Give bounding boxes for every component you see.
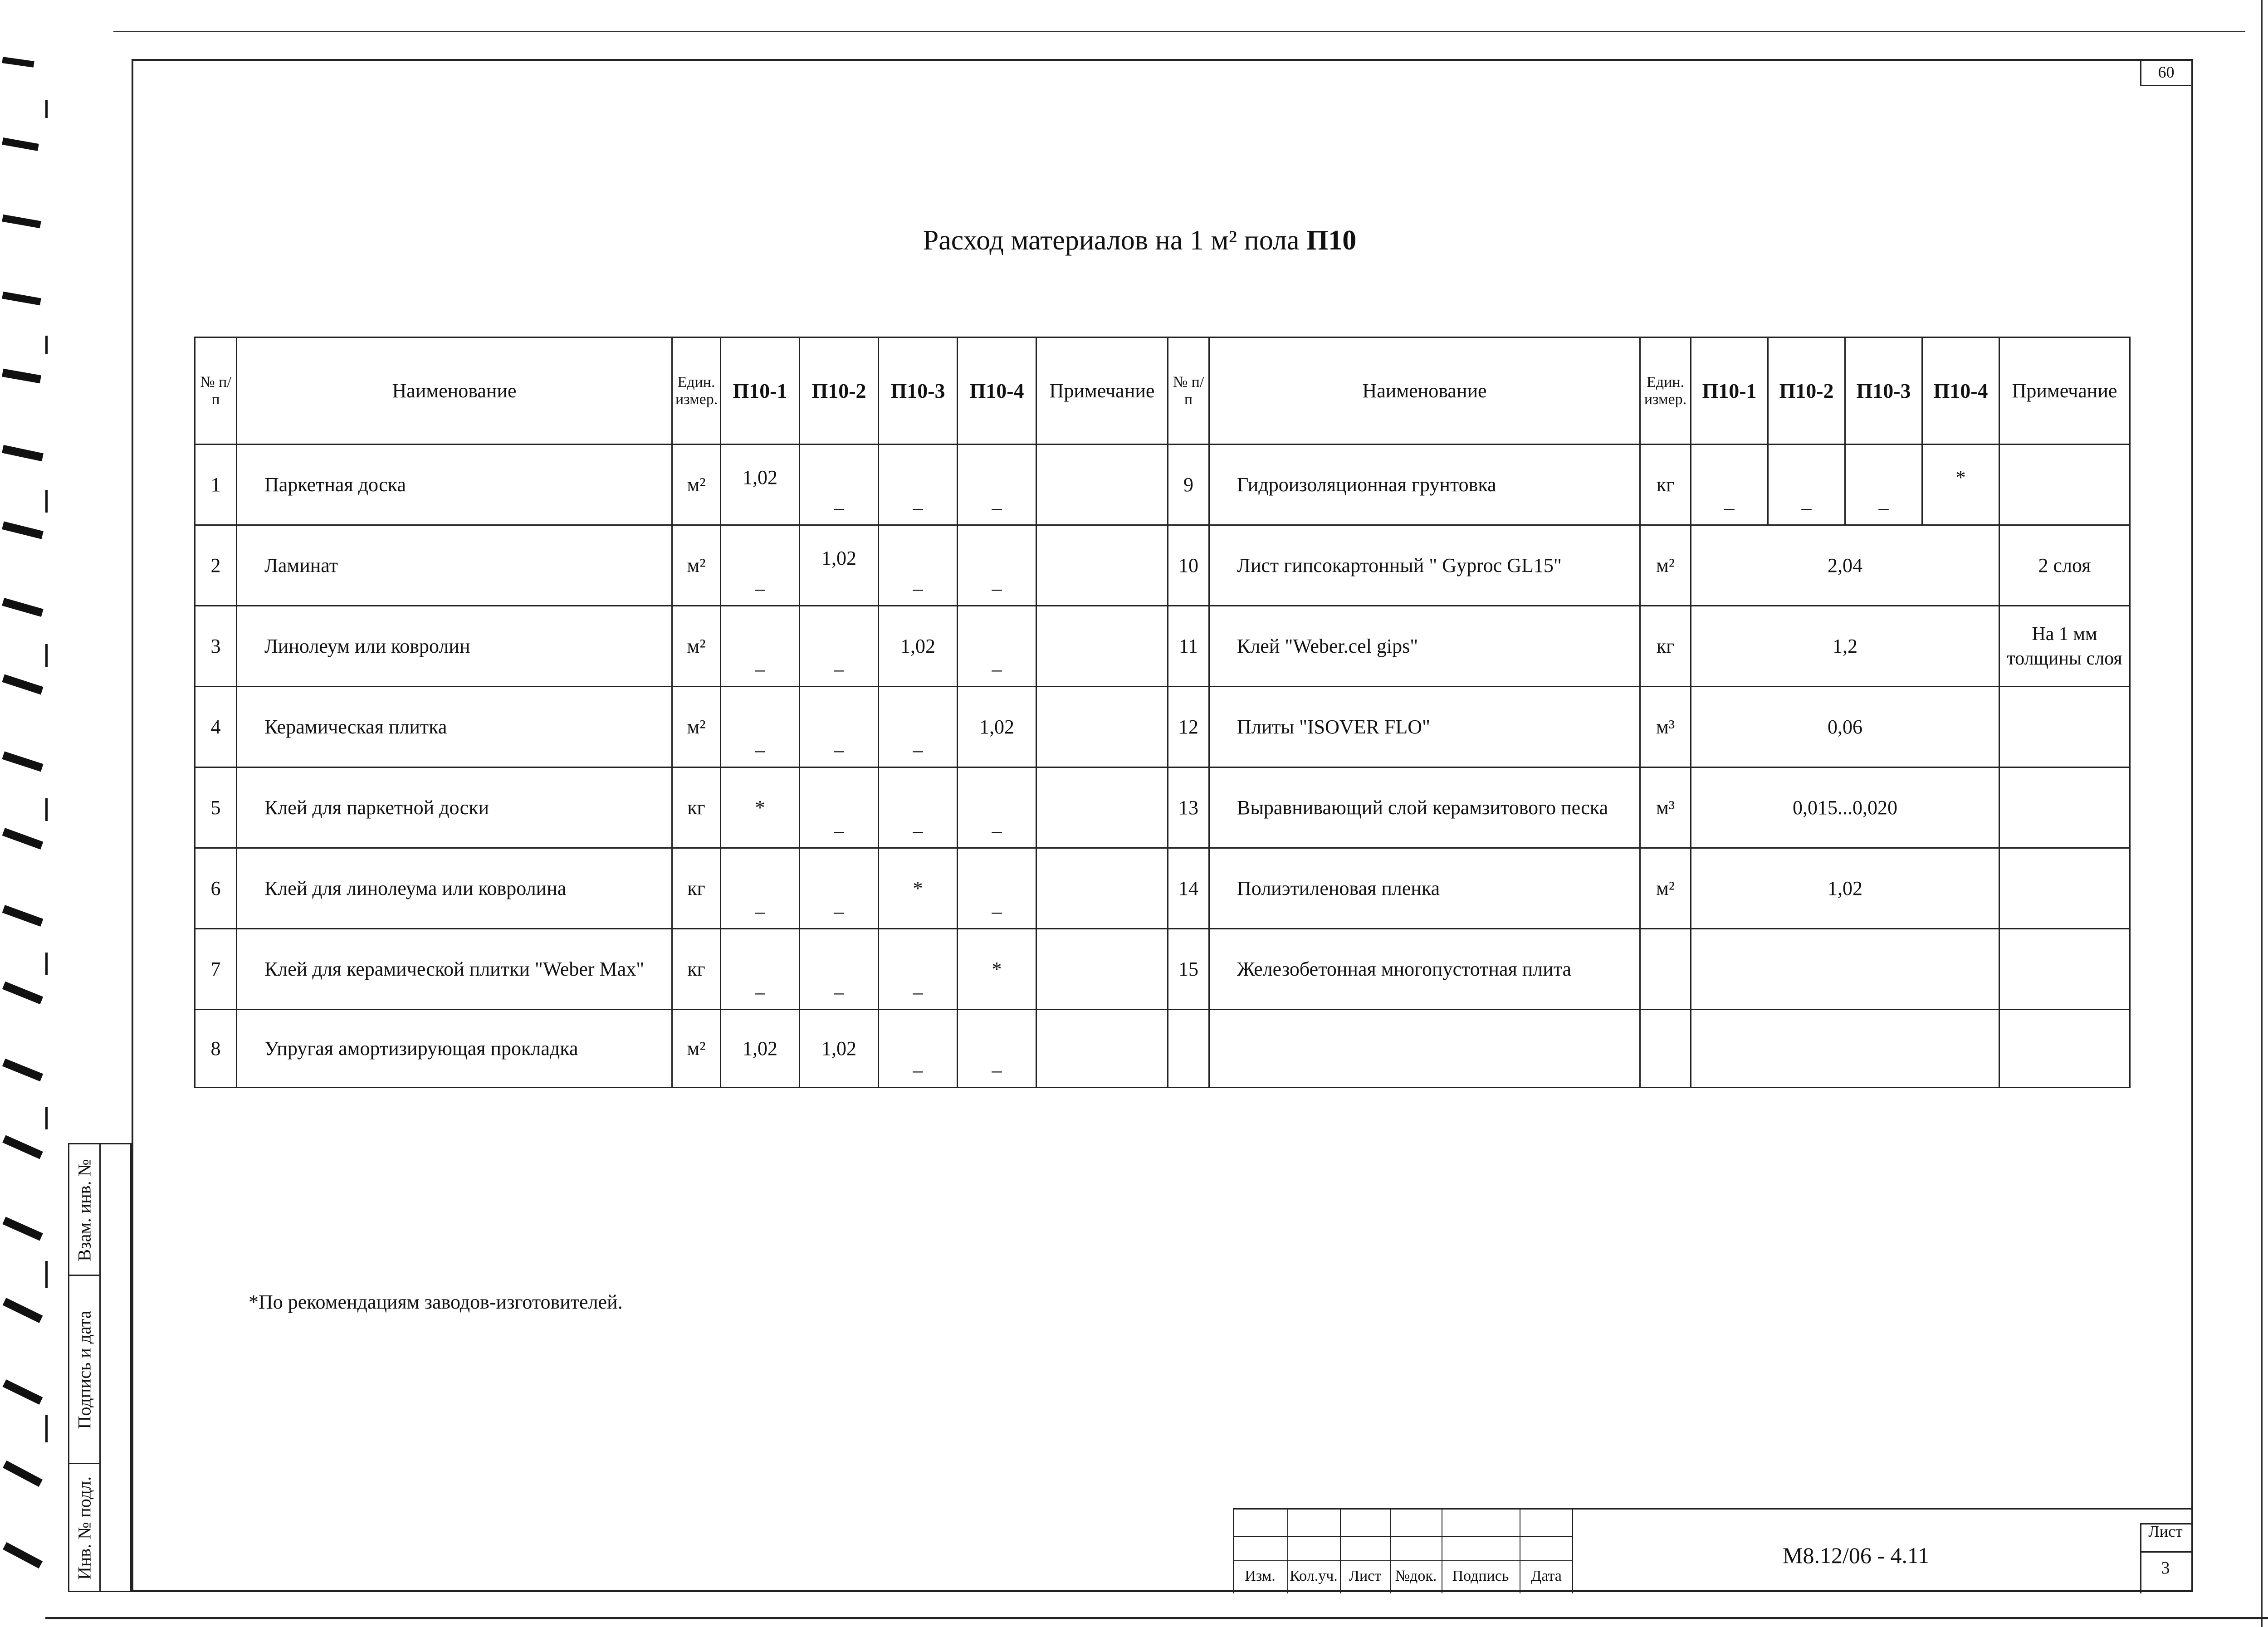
value-p10-4: 1,02 [958,687,1036,767]
note-right [1999,929,2130,1010]
header-p10-4-right: П10-4 [1922,337,1999,445]
value-p10-3: _ [879,929,958,1010]
value-p10-1: _ [721,525,800,606]
row-num: 8 [195,1010,237,1088]
note-right [1999,848,2130,929]
merged-value-right: 0,015...0,020 [1691,767,1999,848]
note-right [1999,767,2130,848]
table-row [195,767,2130,848]
header-p10-3: П10-3 [879,337,958,445]
value-p10-2: _ [800,445,879,525]
row-num-right: 14 [1168,848,1209,929]
merged-value-right: 2,04 [1691,525,1999,606]
table-row [195,445,2130,525]
unit-right: кг [1640,445,1691,525]
note [1036,445,1168,525]
header-name-right: Наименование [1209,337,1640,445]
value-p10-3: * [879,848,958,929]
table-row [195,848,2130,929]
value-p10-1: 1,02 [721,445,800,525]
row-num: 6 [195,848,237,929]
value-p10-4: _ [958,1010,1036,1088]
header-p10-3-right: П10-3 [1845,337,1922,445]
value-p10-3-right: _ [1845,445,1922,525]
material-name-right: Железобетонная многопустотная плита [1209,929,1640,1010]
material-name-right: Лист гипсокартонный " Gyproc GL15" [1209,525,1640,606]
frame-top-line [113,31,2245,32]
tb-col-ndoc: №док. [1395,1568,1437,1584]
value-p10-4: _ [958,848,1036,929]
material-name: Линолеум или ковролин [237,606,672,687]
row-num-right: 15 [1168,929,1209,1010]
unit: кг [672,848,721,929]
value-p10-3: _ [879,525,958,606]
title-text: Расход материалов на 1 м² пола [923,225,1300,256]
row-num: 7 [195,929,237,1010]
tb-hline-2 [1233,1560,1573,1561]
note [1036,1010,1168,1088]
value-p10-1: _ [721,687,800,767]
value-p10-2: 1,02 [800,1010,879,1088]
tb-col-list: Лист [1349,1568,1382,1584]
tb-col-data: Дата [1531,1568,1562,1584]
stamp-inv-replace: Взам. инв. № [74,1159,95,1261]
merged-value-right [1691,929,1999,1010]
footnote: *По рекомендациям заводов-изготовителей. [249,1291,623,1313]
material-name-right [1209,1010,1640,1088]
header-num-right: № п/п [1168,337,1209,445]
row-num: 3 [195,606,237,687]
stamp-inv-orig: Инв. № подл. [74,1476,95,1580]
row-num: 4 [195,687,237,767]
unit-right: м² [1640,848,1691,929]
header-p10-2: П10-2 [800,337,879,445]
merged-value-right: 1,2 [1691,606,1999,687]
material-name: Клей для керамической плитки "Weber Max" [237,929,672,1010]
table-row [195,606,2130,687]
side-stamp [68,1143,132,1592]
unit-right: м³ [1640,687,1691,767]
merged-value-right: 0,06 [1691,687,1999,767]
value-p10-3: 1,02 [879,606,958,687]
value-p10-2: _ [800,848,879,929]
table-row [195,525,2130,606]
tb-col-kolich: Кол.уч. [1290,1568,1338,1584]
row-num-right: 12 [1168,687,1209,767]
value-p10-4: _ [958,525,1036,606]
value-p10-3: _ [879,687,958,767]
merged-value-right: 1,02 [1691,848,1999,929]
stamp-cell-sign [69,1276,99,1464]
merged-value-right [1691,1010,1999,1088]
material-name-right: Клей "Weber.cel gips" [1209,606,1640,687]
value-p10-4: _ [958,767,1036,848]
material-name-right: Гидроизоляционная грунтовка [1209,445,1640,525]
title-code: П10 [1306,225,1357,256]
header-p10-1-right: П10-1 [1691,337,1768,445]
note [1036,687,1168,767]
row-num-right: 11 [1168,606,1209,687]
table-row [195,687,2130,767]
note-right [1999,687,2130,767]
note-right: 2 слоя [1999,525,2130,606]
unit: м² [672,525,721,606]
note [1036,606,1168,687]
unit: м² [672,445,721,525]
value-p10-2: _ [800,687,879,767]
note [1036,767,1168,848]
note [1036,848,1168,929]
sheet-label: Лист [2148,1522,2183,1540]
page-title [0,225,2268,257]
table-row [195,929,2130,1010]
tb-col-izm: Изм. [1245,1568,1276,1584]
value-p10-2: _ [800,767,879,848]
page-number: 60 [2140,59,2191,86]
header-note-right: Примечание [1999,337,2130,445]
unit-right [1640,1010,1691,1088]
note-right [1999,445,2130,525]
sheet-box-divider [2140,1551,2193,1553]
value-p10-1-right: _ [1691,445,1768,525]
unit: м² [672,1010,721,1088]
header-unit: Един. измер. [672,337,721,445]
row-num-right: 9 [1168,445,1209,525]
material-name: Клей для паркетной доски [237,767,672,848]
value-p10-3: _ [879,767,958,848]
value-p10-2: 1,02 [800,525,879,606]
unit-right: кг [1640,606,1691,687]
row-num-right: 10 [1168,525,1209,606]
table-header-row [195,337,2130,445]
note-right: На 1 мм толщины слоя [1999,606,2130,687]
unit-right: м³ [1640,767,1691,848]
note-right [1999,1010,2130,1088]
value-p10-1: * [721,767,800,848]
header-note: Примечание [1036,337,1168,445]
row-num: 2 [195,525,237,606]
document-code: М8.12/06 - 4.11 [1783,1543,1930,1568]
material-name-right: Плиты "ISOVER FLO" [1209,687,1640,767]
material-name-right: Выравнивающий слой керамзитового песка [1209,767,1640,848]
value-p10-4: * [958,929,1036,1010]
unit: м² [672,606,721,687]
header-unit-right: Един. измер. [1640,337,1691,445]
value-p10-2-right: _ [1768,445,1845,525]
material-name: Керамическая плитка [237,687,672,767]
material-name: Упругая амортизирующая прокладка [237,1010,672,1088]
value-p10-4: _ [958,445,1036,525]
sheet-number: 3 [2161,1559,2170,1578]
material-name-right: Полиэтиленовая пленка [1209,848,1640,929]
material-name: Паркетная доска [237,445,672,525]
material-name: Ламинат [237,525,672,606]
materials-table [194,337,2131,1088]
frame-bottom-line [45,1617,2268,1619]
row-num: 1 [195,445,237,525]
value-p10-1: _ [721,606,800,687]
header-p10-4: П10-4 [958,337,1036,445]
note [1036,929,1168,1010]
value-p10-4: _ [958,606,1036,687]
value-p10-1: _ [721,848,800,929]
material-name: Клей для линолеума или ковролина [237,848,672,929]
value-p10-2: _ [800,929,879,1010]
row-num: 5 [195,767,237,848]
unit: кг [672,929,721,1010]
unit: кг [672,767,721,848]
header-num: № п/п [195,337,237,445]
title-block [1233,1508,2193,1592]
value-p10-3: _ [879,445,958,525]
table-row [195,1010,2130,1088]
tb-col-podpis: Подпись [1452,1568,1509,1584]
stamp-cell-replace [69,1144,99,1276]
value-p10-1: 1,02 [721,1010,800,1088]
tb-hline-1 [1233,1536,1573,1537]
row-num-right: 13 [1168,767,1209,848]
value-p10-2: _ [800,606,879,687]
header-name: Наименование [237,337,672,445]
row-num-right [1168,1010,1209,1088]
stamp-divider [99,1144,101,1591]
unit-right: м² [1640,525,1691,606]
stamp-cell-orig [69,1464,99,1592]
stamp-sign-date: Подпись и дата [74,1310,95,1429]
note [1036,525,1168,606]
header-p10-1: П10-1 [721,337,800,445]
value-p10-3: _ [879,1010,958,1088]
unit-right [1640,929,1691,1010]
value-p10-4-right: * [1922,445,1999,525]
unit: м² [672,687,721,767]
value-p10-1: _ [721,929,800,1010]
header-p10-2-right: П10-2 [1768,337,1845,445]
